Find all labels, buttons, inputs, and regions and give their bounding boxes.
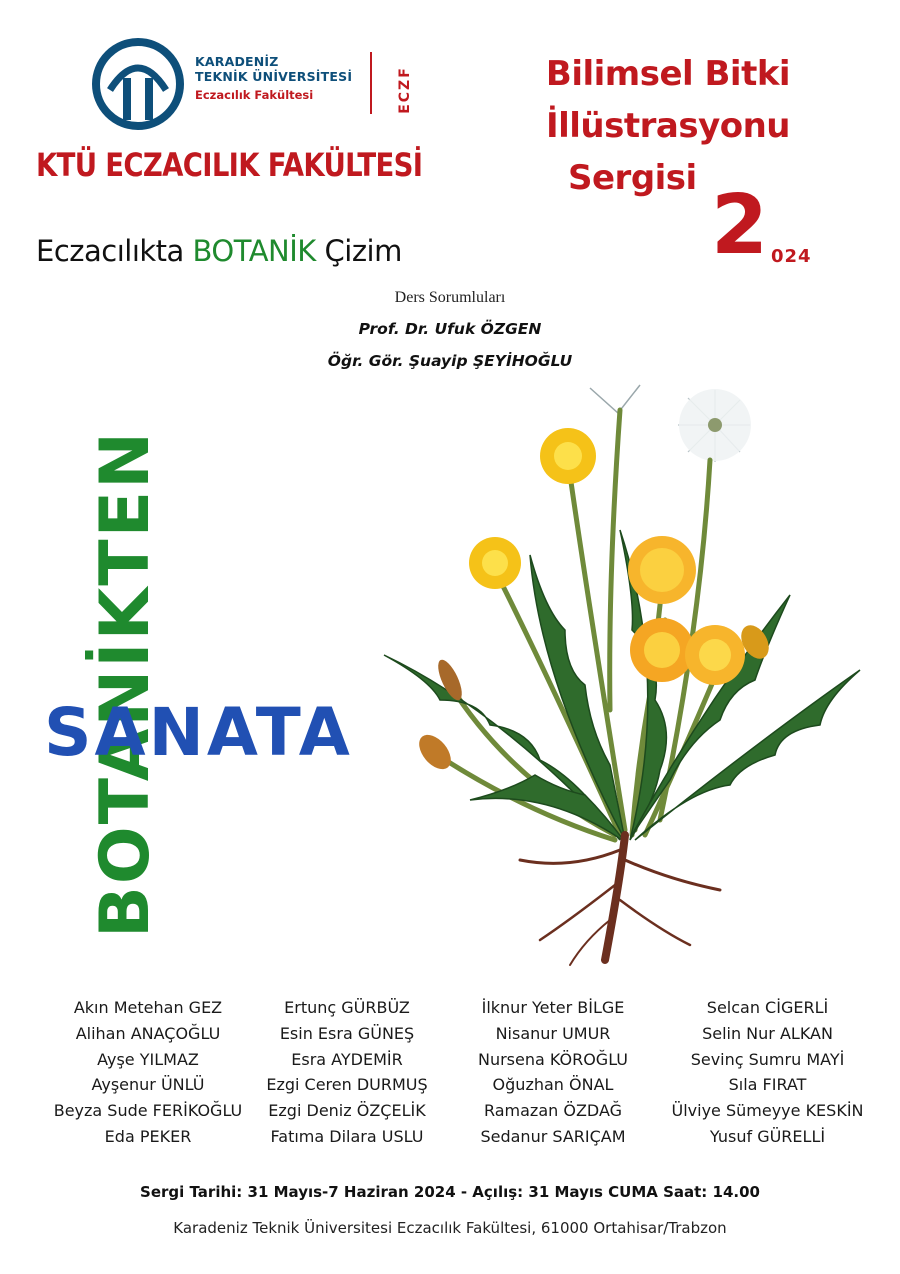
flower-icon xyxy=(413,428,774,775)
participants-list xyxy=(0,995,900,1145)
participant-name: Yusuf GÜRELLİ xyxy=(709,1126,826,1146)
participant-name: Sıla FIRAT xyxy=(728,1075,807,1095)
logo-line-2: TEKNİK ÜNİVERSİTESİ xyxy=(195,69,353,84)
participant-name: Ertunç GÜRBÜZ xyxy=(284,998,410,1017)
logo-wordmark xyxy=(195,54,352,103)
university-logo xyxy=(92,38,422,130)
eczf-mark: ECZF xyxy=(397,66,413,114)
dandelion-illustration xyxy=(370,380,870,970)
participant-name: Ayşe YILMAZ xyxy=(97,1049,199,1069)
participants-column-3 xyxy=(458,995,648,1150)
faculty-title: KTÜ ECZACILIK FAKÜLTESİ xyxy=(36,146,423,184)
supervisor-name: Öğr. Gör. Şuayip ŞEYİHOĞLU xyxy=(327,352,573,370)
root-icon xyxy=(520,835,720,965)
exhibition-title-line-1: Bilimsel Bitki xyxy=(545,54,791,94)
supervisors-label: Ders Sorumluları xyxy=(394,289,506,306)
course-title xyxy=(36,234,402,268)
exhibition-dates: Sergi Tarihi: 31 Mayıs-7 Haziran 2024 - Açılış: 31 Mayıs CUMA Saat: 14.00 xyxy=(140,1183,760,1201)
participant-name: Sevinç Sumru MAYİ xyxy=(690,1049,845,1069)
exhibition-year-big: 2 xyxy=(711,178,769,273)
participant-name: Eda PEKER xyxy=(104,1126,192,1146)
participants-column-4 xyxy=(655,995,880,1150)
participant-name: Fatıma Dilara USLU xyxy=(270,1126,424,1146)
supervisor-name: Prof. Dr. Ufuk ÖZGEN xyxy=(358,320,542,338)
participant-name: Ezgi Ceren DURMUŞ xyxy=(266,1075,428,1095)
participant-name: Selcan CİGERLİ xyxy=(706,998,829,1017)
logo-line-3: Eczacılık Fakültesi xyxy=(195,88,314,102)
participant-name: Ayşenur ÜNLÜ xyxy=(91,1075,205,1095)
participant-name: Akın Metehan GEZ xyxy=(73,998,223,1017)
participants-column-2 xyxy=(252,995,442,1150)
course-suffix: Çizim xyxy=(315,234,402,268)
exhibition-year-small: 024 xyxy=(771,246,812,267)
exhibition-address: Karadeniz Teknik Üniversitesi Eczacılık Fakültesi, 61000 Ortahisar/Trabzon xyxy=(173,1219,727,1237)
exhibition-title-line-3: Sergisi xyxy=(568,158,697,198)
participant-name: İlknur Yeter BİLGE xyxy=(481,998,625,1017)
participant-name: Sedanur SARIÇAM xyxy=(480,1126,626,1146)
logo-line-1: KARADENİZ xyxy=(195,54,279,69)
participant-name: Beyza Sude FERİKOĞLU xyxy=(53,1101,243,1121)
slogan-vertical: BOTANİKTEN xyxy=(86,429,165,938)
participant-name: Ramazan ÖZDAĞ xyxy=(483,1101,623,1121)
participants-column-1 xyxy=(48,995,248,1150)
participant-name: Ezgi Deniz ÖZÇELİK xyxy=(268,1101,426,1121)
participant-name: Alihan ANAÇOĞLU xyxy=(75,1023,221,1043)
participant-name: Oğuzhan ÖNAL xyxy=(492,1075,614,1095)
seed-head-icon xyxy=(590,385,751,462)
participant-name: Nisanur UMUR xyxy=(495,1023,611,1043)
participant-name: Selin Nur ALKAN xyxy=(702,1023,833,1043)
slogan-horizontal: SANATA xyxy=(44,694,353,771)
course-prefix: Eczacılıkta xyxy=(36,234,193,268)
logo-divider xyxy=(370,52,372,114)
participant-name: Esra AYDEMİR xyxy=(291,1049,403,1069)
participant-name: Esin Esra GÜNEŞ xyxy=(279,1023,415,1043)
course-highlight: BOTANİK xyxy=(192,234,316,268)
participant-name: Nursena KÖROĞLU xyxy=(477,1049,629,1069)
exhibition-title-line-2: İllüstrasyonu xyxy=(545,106,791,146)
exhibition-title xyxy=(498,48,838,204)
ktu-logo-mark xyxy=(92,38,184,130)
participant-name: Ülviye Sümeyye KESKİN xyxy=(671,1101,864,1121)
